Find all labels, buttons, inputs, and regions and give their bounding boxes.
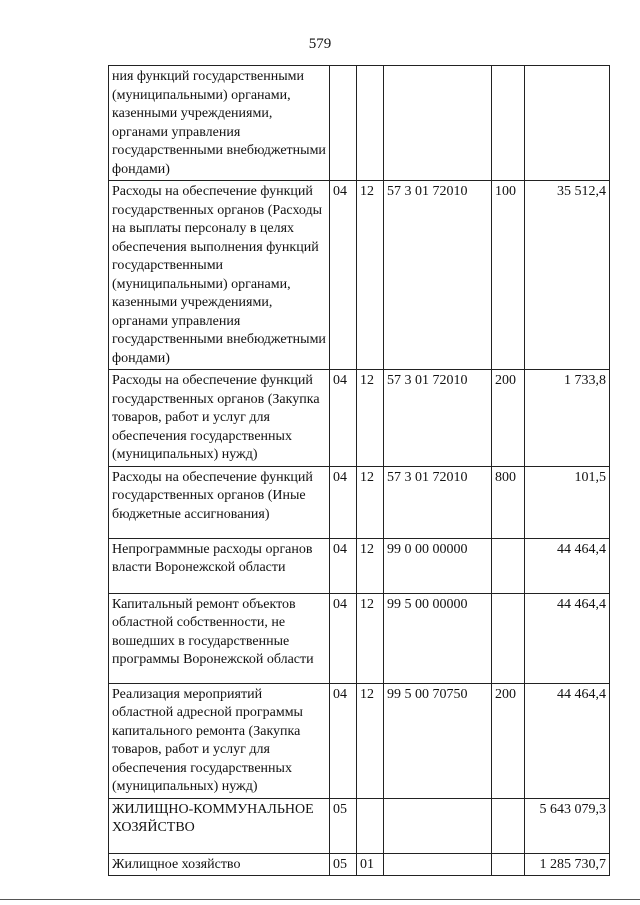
subsection-code-cell [357,66,384,181]
amount-cell: 5 643 079,3 [525,798,610,853]
budget-expenditure-table [108,65,610,876]
expense-type-cell: 800 [492,466,525,538]
amount-cell: 44 464,4 [525,683,610,798]
expense-name-cell: Реализация мероприятий областной адресной программы капитального ремонта (Закупка товаров, работ и услуг для обеспечения государственных (муниципальных) нужд) [109,683,330,798]
section-code-cell: 04 [330,593,357,683]
amount-cell: 1 285 730,7 [525,853,610,876]
section-code-cell: 04 [330,466,357,538]
table-row [109,66,610,181]
target-article-cell: 57 3 01 72010 [384,466,492,538]
amount-cell: 35 512,4 [525,181,610,370]
amount-cell [525,66,610,181]
expense-name-cell: Расходы на обеспечение функций государственных органов (Расходы на выплаты персоналу в целях обеспечения выполнения функций государственными (муниципальными) органами, казенными учреждениями, органами управления государственными внебюджетными фондами) [109,181,330,370]
table-row [109,593,610,683]
expense-name-cell: Непрограммные расходы органов власти Воронежской области [109,538,330,593]
table-row [109,466,610,538]
page-number: 579 [308,36,332,52]
subsection-code-cell [357,798,384,853]
expense-type-cell: 200 [492,683,525,798]
expense-name-cell: ЖИЛИЩНО-КОММУНАЛЬНОЕ ХОЗЯЙСТВО [109,798,330,853]
subsection-code-cell: 12 [357,466,384,538]
target-article-cell: 57 3 01 72010 [384,181,492,370]
table-row [109,538,610,593]
section-code-cell: 04 [330,538,357,593]
section-code-cell [330,66,357,181]
target-article-cell [384,853,492,876]
table-row [109,683,610,798]
amount-cell: 101,5 [525,466,610,538]
expense-name-cell: Капитальный ремонт объектов областной собственности, не вошедших в государственные программы Воронежской области [109,593,330,683]
target-article-cell: 57 3 01 72010 [384,370,492,467]
target-article-cell [384,66,492,181]
section-code-cell: 04 [330,683,357,798]
section-code-cell: 05 [330,853,357,876]
target-article-cell: 99 0 00 00000 [384,538,492,593]
section-code-cell: 04 [330,370,357,467]
expense-type-cell [492,593,525,683]
expense-type-cell [492,853,525,876]
subsection-code-cell: 01 [357,853,384,876]
expense-name-cell: ния функций государственными (муниципальными) органами, казенными учреждениями, органами управления государственными внебюджетными фондами) [109,66,330,181]
expense-type-cell [492,538,525,593]
amount-cell: 1 733,8 [525,370,610,467]
target-article-cell [384,798,492,853]
section-code-cell: 04 [330,181,357,370]
expense-name-cell: Жилищное хозяйство [109,853,330,876]
table-row [109,370,610,467]
subsection-code-cell: 12 [357,593,384,683]
bottom-divider [0,899,640,900]
subsection-code-cell: 12 [357,538,384,593]
target-article-cell: 99 5 00 70750 [384,683,492,798]
expense-name-cell: Расходы на обеспечение функций государственных органов (Закупка товаров, работ и услуг для обеспечения государственных (муниципальных) нужд) [109,370,330,467]
subsection-code-cell: 12 [357,370,384,467]
expense-type-cell: 200 [492,370,525,467]
target-article-cell: 99 5 00 00000 [384,593,492,683]
amount-cell: 44 464,4 [525,538,610,593]
table-row [109,798,610,853]
subsection-code-cell: 12 [357,181,384,370]
table-row [109,853,610,876]
section-code-cell: 05 [330,798,357,853]
table-row [109,181,610,370]
amount-cell: 44 464,4 [525,593,610,683]
subsection-code-cell: 12 [357,683,384,798]
expense-type-cell: 100 [492,181,525,370]
expense-name-cell: Расходы на обеспечение функций государственных органов (Иные бюджетные ассигнования) [109,466,330,538]
expense-type-cell [492,66,525,181]
expense-type-cell [492,798,525,853]
